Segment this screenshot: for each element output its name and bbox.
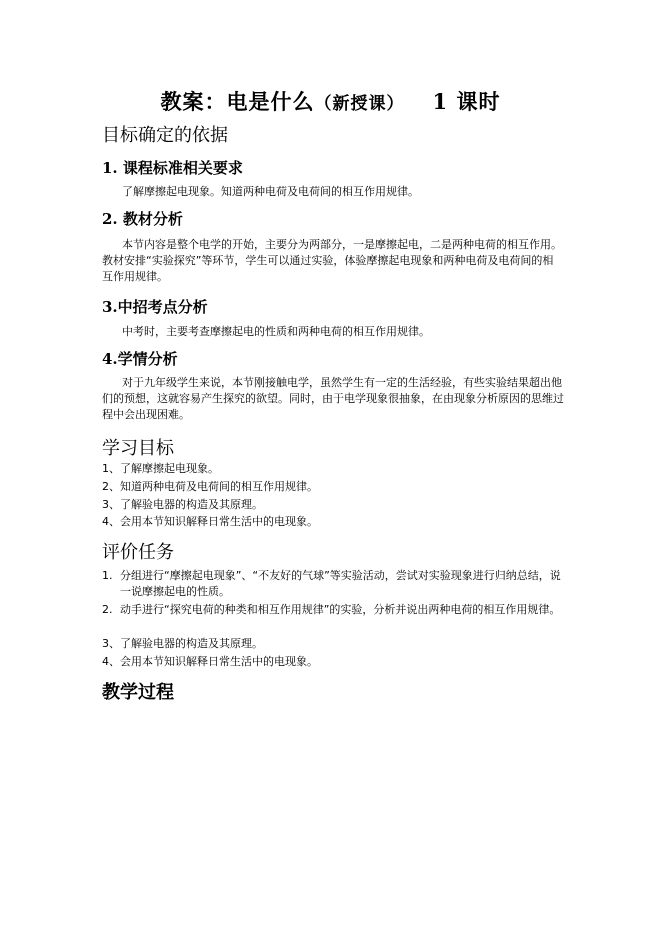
title-lesson-type: （新授课） [314,94,405,114]
textbook-text: 本节内容是整个电学的开始，主要分为两部分，一是摩擦起电，二是两种电荷的相互作用。教材安排“实验探究”等环节，学生可以通过实验，体验摩擦起电现象和两种电荷及电荷间的相互作用规律。 [102,238,562,283]
heading-textbook: 2. 教材分析 [102,210,183,228]
goal-item: 2、知道两种电荷及电荷间的相互作用规律。 [102,480,318,493]
heading-exam: 3.中招考点分析 [102,298,208,316]
task-item: 分组进行“摩擦起电现象”、“不友好的气球”等实验活动，尝试对实验现象进行归纳总结，说一说摩擦起电的性质。 [120,569,561,598]
task-item: 4、会用本节知识解释日常生活中的电现象。 [102,655,318,668]
title-main: 教案：电是什么 [160,89,315,114]
heading-tasks: 评价任务 [102,542,174,563]
goal-item: 3、了解验电器的构造及其原理。 [102,498,263,511]
heading-goals: 学习目标 [102,438,174,459]
goal-item: 4、会用本节知识解释日常生活中的电现象。 [102,515,318,528]
heading-basis: 目标确定的依据 [102,125,228,146]
task-number: 1. [102,569,113,582]
task-item: 3、了解验电器的构造及其原理。 [102,637,263,650]
heading-students: 4.学情分析 [102,350,178,368]
students-text: 对于九年级学生来说，本节刚接触电学，虽然学生有一定的生活经验，有些实验结果超出他们的预想，这就容易产生探究的欲望。同时，由于电学现象很抽象，在由现象分析原因的思维过程中会出现困难。 [102,376,564,421]
goal-item: 1、了解摩擦起电现象。 [102,462,219,475]
page-title [0,86,661,116]
task-number: 2. [102,603,113,616]
heading-process: 教学过程 [102,682,174,703]
title-hours: 1 课时 [432,89,501,114]
exam-text: 中考时，主要考查摩擦起电的性质和两种电荷的相互作用规律。 [122,325,430,338]
task-item: 动手进行“探究电荷的种类和相互作用规律”的实验，分析并说出两种电荷的相互作用规律。 [120,603,561,616]
heading-curriculum: 1. 课程标准相关要求 [102,159,243,177]
curriculum-text: 了解摩擦起电现象。知道两种电荷及电荷间的相互作用规律。 [122,185,419,198]
